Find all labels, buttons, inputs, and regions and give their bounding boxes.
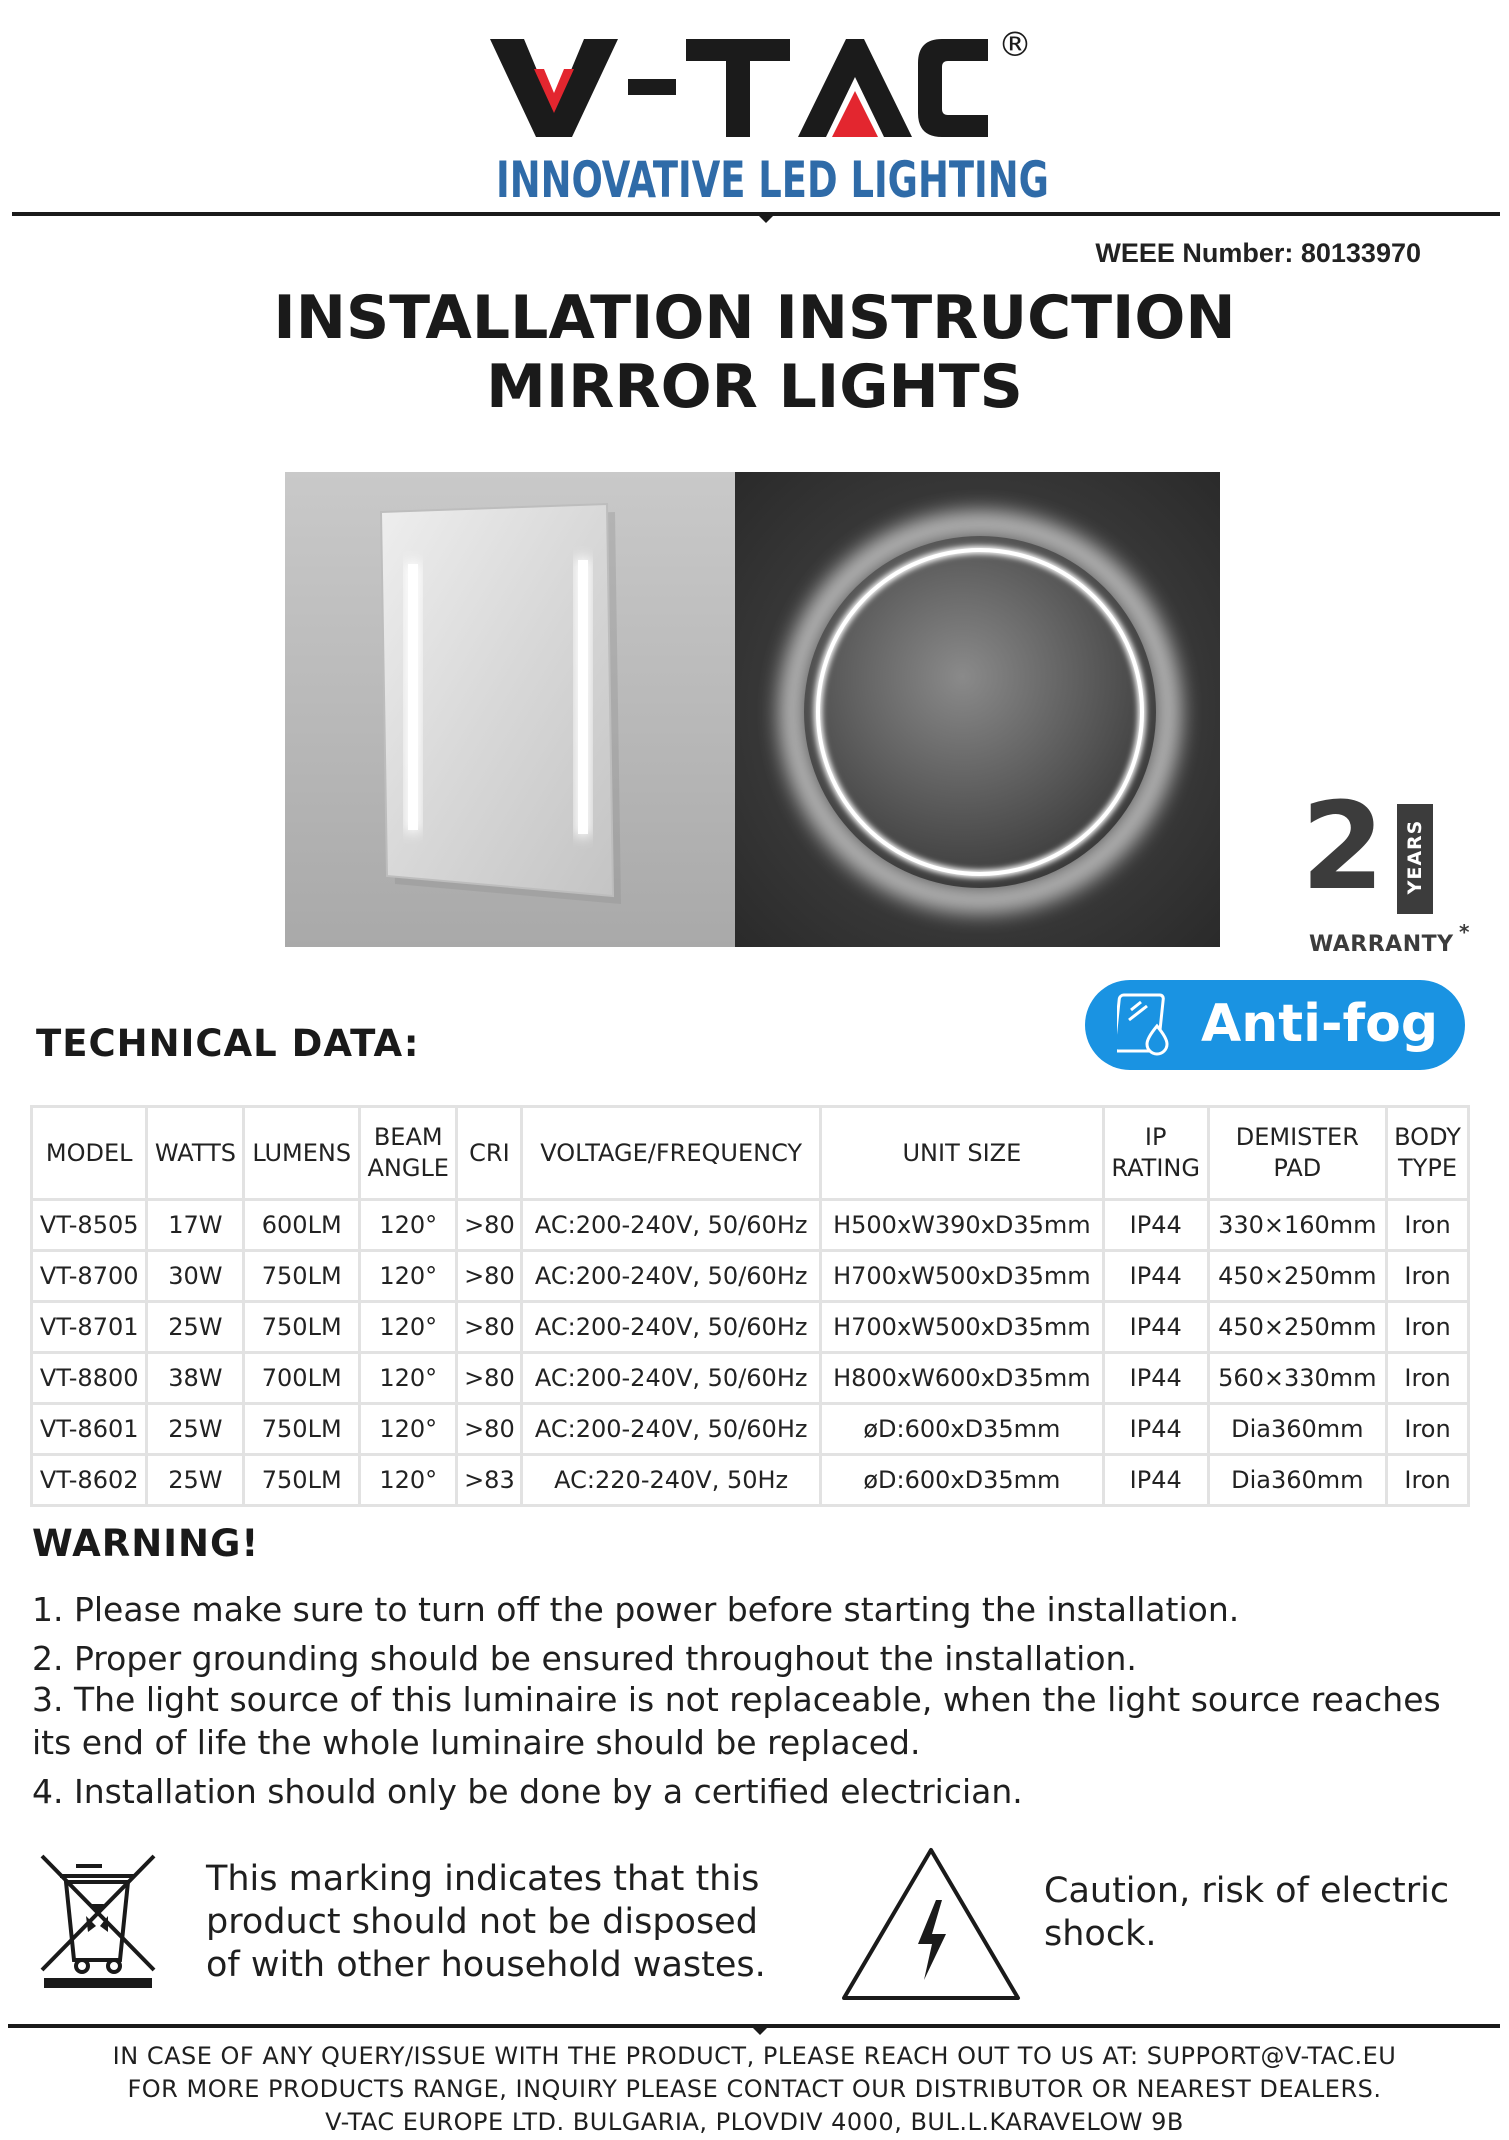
- footer-address-line: V-TAC EUROPE LTD. BULGARIA, PLOVDIV 4000, BUL.L.KARAVELOW 9B: [325, 2108, 1184, 2136]
- table-cell-voltage-frequency: AC:200-240V, 50/60Hz: [522, 1404, 821, 1455]
- table-cell-watts: 25W: [147, 1404, 244, 1455]
- column-header-text: BODY: [1394, 1123, 1461, 1151]
- warranty-badge: [1301, 778, 1475, 960]
- table-cell-beam-angle: 120°: [360, 1200, 457, 1251]
- brand-tagline: INNOVATIVE LED LIGHTING: [496, 151, 1049, 209]
- table-cell-lumens: 750LM: [244, 1302, 360, 1353]
- table-cell-voltage-frequency: AC:220-240V, 50Hz: [522, 1455, 821, 1506]
- table-cell-ip-rating: IP44: [1103, 1353, 1208, 1404]
- warranty-asterisk: *: [1459, 920, 1470, 944]
- table-row: [32, 1455, 1469, 1506]
- shock-notice: [1044, 1870, 1449, 1956]
- table-cell-beam-angle: 120°: [360, 1404, 457, 1455]
- column-header-text: TYPE: [1398, 1154, 1457, 1182]
- warning-item: 3. The light source of this luminaire is not replaceable, when the light source reaches its end of life the whole luminaire should be replaced.: [32, 1680, 1441, 1762]
- table-cell-body-type: Iron: [1387, 1302, 1469, 1353]
- weee-notice-line: This marking indicates that this: [206, 1859, 760, 1899]
- table-cell-ip-rating: IP44: [1103, 1455, 1208, 1506]
- table-cell-cri: >80: [457, 1353, 522, 1404]
- column-header-model: [32, 1107, 147, 1200]
- table-row: [32, 1200, 1469, 1251]
- table-cell-model: VT-8505: [32, 1200, 147, 1251]
- table-header-row: [32, 1107, 1469, 1200]
- table-cell-cri: >80: [457, 1200, 522, 1251]
- column-header-unit-size: [820, 1107, 1103, 1200]
- table-cell-ip-rating: IP44: [1103, 1200, 1208, 1251]
- column-header-lumens: [244, 1107, 360, 1200]
- rectangular-mirror-image: [285, 472, 735, 947]
- table-cell-watts: 30W: [147, 1251, 244, 1302]
- column-header-text: LUMENS: [252, 1138, 352, 1167]
- brand-logo: [490, 25, 1050, 209]
- column-header-cri: [457, 1107, 522, 1200]
- warranty-years-bar: [1397, 804, 1433, 914]
- footer-dealers-line: FOR MORE PRODUCTS RANGE, INQUIRY PLEASE CONTACT OUR DISTRIBUTOR OR NEAREST DEALERS.: [127, 2075, 1382, 2103]
- column-header-text: PAD: [1273, 1154, 1322, 1182]
- table-cell-unit-size: øD:600xD35mm: [820, 1404, 1103, 1455]
- antifog-label: Anti-fog: [1201, 994, 1439, 1054]
- weee-notice-line: product should not be disposed: [206, 1902, 758, 1942]
- table-cell-model: VT-8701: [32, 1302, 147, 1353]
- table-cell-lumens: 750LM: [244, 1455, 360, 1506]
- warning-item: 1. Please make sure to turn off the power before starting the installation.: [32, 1590, 1240, 1629]
- table-cell-model: VT-8602: [32, 1455, 147, 1506]
- footer-text: [0, 2040, 1509, 2139]
- column-header-text: VOLTAGE/FREQUENCY: [540, 1138, 803, 1167]
- column-header-text: MODEL: [45, 1138, 133, 1167]
- table-cell-unit-size: H800xW600xD35mm: [820, 1353, 1103, 1404]
- table-cell-body-type: Iron: [1387, 1200, 1469, 1251]
- weee-bin-icon: [38, 1852, 158, 1990]
- column-header-ip-rating: [1103, 1107, 1208, 1200]
- footer-rule-notch: [752, 2027, 768, 2035]
- table-cell-demister-pad: 450×250mm: [1208, 1251, 1386, 1302]
- table-cell-unit-size: H700xW500xD35mm: [820, 1302, 1103, 1353]
- table-cell-ip-rating: IP44: [1103, 1302, 1208, 1353]
- table-cell-unit-size: H500xW390xD35mm: [820, 1200, 1103, 1251]
- warning-heading: WARNING!: [32, 1522, 260, 1565]
- weee-number: WEEE Number: 80133970: [1095, 238, 1421, 268]
- table-cell-beam-angle: 120°: [360, 1353, 457, 1404]
- table-cell-watts: 25W: [147, 1455, 244, 1506]
- column-header-text: BEAM: [373, 1123, 443, 1151]
- table-cell-body-type: Iron: [1387, 1251, 1469, 1302]
- table-cell-demister-pad: 330×160mm: [1208, 1200, 1386, 1251]
- table-cell-model: VT-8601: [32, 1404, 147, 1455]
- mirror-drop-icon: [1117, 992, 1177, 1058]
- doc-title-line2: MIRROR LIGHTS: [486, 352, 1023, 422]
- table-cell-voltage-frequency: AC:200-240V, 50/60Hz: [522, 1302, 821, 1353]
- column-header-body-type: [1387, 1107, 1469, 1200]
- table-cell-ip-rating: IP44: [1103, 1251, 1208, 1302]
- footer-support-line: IN CASE OF ANY QUERY/ISSUE WITH THE PRODUCT, PLEASE REACH OUT TO US AT: SUPPORT@V-TAC.EU: [112, 2042, 1397, 2070]
- table-cell-beam-angle: 120°: [360, 1302, 457, 1353]
- table-cell-body-type: Iron: [1387, 1404, 1469, 1455]
- table-row: [32, 1353, 1469, 1404]
- column-header-watts: [147, 1107, 244, 1200]
- warning-list: [32, 1588, 1472, 1819]
- table-cell-lumens: 700LM: [244, 1353, 360, 1404]
- shock-notice-line: Caution, risk of electric: [1044, 1871, 1450, 1911]
- column-header-text: CRI: [469, 1138, 510, 1167]
- table-cell-unit-size: øD:600xD35mm: [820, 1455, 1103, 1506]
- warranty-label: WARRANTY: [1309, 932, 1454, 957]
- table-cell-lumens: 600LM: [244, 1200, 360, 1251]
- table-cell-cri: >83: [457, 1455, 522, 1506]
- column-header-text: ANGLE: [367, 1154, 449, 1182]
- registered-mark: ®: [998, 25, 1032, 65]
- warranty-number: 2: [1301, 778, 1385, 917]
- weee-notice: [206, 1858, 766, 1987]
- shock-notice-line: shock.: [1044, 1914, 1157, 1954]
- table-cell-lumens: 750LM: [244, 1251, 360, 1302]
- column-header-text: DEMISTER: [1235, 1123, 1359, 1151]
- table-cell-voltage-frequency: AC:200-240V, 50/60Hz: [522, 1353, 821, 1404]
- table-cell-demister-pad: 560×330mm: [1208, 1353, 1386, 1404]
- table-cell-body-type: Iron: [1387, 1353, 1469, 1404]
- table-row: [32, 1251, 1469, 1302]
- table-row: [32, 1302, 1469, 1353]
- table-cell-ip-rating: IP44: [1103, 1404, 1208, 1455]
- weee-notice-line: of with other household wastes.: [206, 1945, 766, 1985]
- table-cell-body-type: Iron: [1387, 1455, 1469, 1506]
- column-header-text: IP: [1144, 1123, 1167, 1151]
- table-cell-model: VT-8800: [32, 1353, 147, 1404]
- warning-item: 2. Proper grounding should be ensured throughout the installation.: [32, 1639, 1137, 1678]
- table-cell-demister-pad: 450×250mm: [1208, 1302, 1386, 1353]
- warranty-years-label: YEARS: [1404, 819, 1426, 895]
- column-header-demister-pad: [1208, 1107, 1386, 1200]
- doc-title-line1: INSTALLATION INSTRUCTION: [273, 283, 1236, 353]
- table-cell-demister-pad: Dia360mm: [1208, 1404, 1386, 1455]
- table-cell-voltage-frequency: AC:200-240V, 50/60Hz: [522, 1251, 821, 1302]
- column-header-text: RATING: [1111, 1154, 1200, 1182]
- table-cell-model: VT-8700: [32, 1251, 147, 1302]
- technical-data-heading: TECHNICAL DATA:: [36, 1022, 420, 1065]
- header-rule-notch: [758, 215, 774, 223]
- table-cell-beam-angle: 120°: [360, 1251, 457, 1302]
- table-cell-cri: >80: [457, 1404, 522, 1455]
- header-rule: [12, 212, 1500, 216]
- column-header-text: WATTS: [154, 1138, 236, 1167]
- electric-shock-warning-icon: [838, 1844, 1024, 2004]
- table-cell-beam-angle: 120°: [360, 1455, 457, 1506]
- table-cell-lumens: 750LM: [244, 1404, 360, 1455]
- vtac-logo-icon: [490, 33, 990, 143]
- table-cell-watts: 17W: [147, 1200, 244, 1251]
- column-header-beam-angle: [360, 1107, 457, 1200]
- technical-data-table: [30, 1105, 1470, 1507]
- table-cell-demister-pad: Dia360mm: [1208, 1455, 1386, 1506]
- table-cell-watts: 25W: [147, 1302, 244, 1353]
- table-cell-unit-size: H700xW500xD35mm: [820, 1251, 1103, 1302]
- table-cell-cri: >80: [457, 1251, 522, 1302]
- table-cell-voltage-frequency: AC:200-240V, 50/60Hz: [522, 1200, 821, 1251]
- table-row: [32, 1404, 1469, 1455]
- antifog-badge: [1085, 980, 1465, 1070]
- column-header-text: UNIT SIZE: [902, 1138, 1022, 1167]
- warning-item: 4. Installation should only be done by a certified electrician.: [32, 1772, 1023, 1811]
- table-cell-cri: >80: [457, 1302, 522, 1353]
- round-mirror-image: [735, 472, 1220, 947]
- table-cell-watts: 38W: [147, 1353, 244, 1404]
- column-header-voltage-frequency: [522, 1107, 821, 1200]
